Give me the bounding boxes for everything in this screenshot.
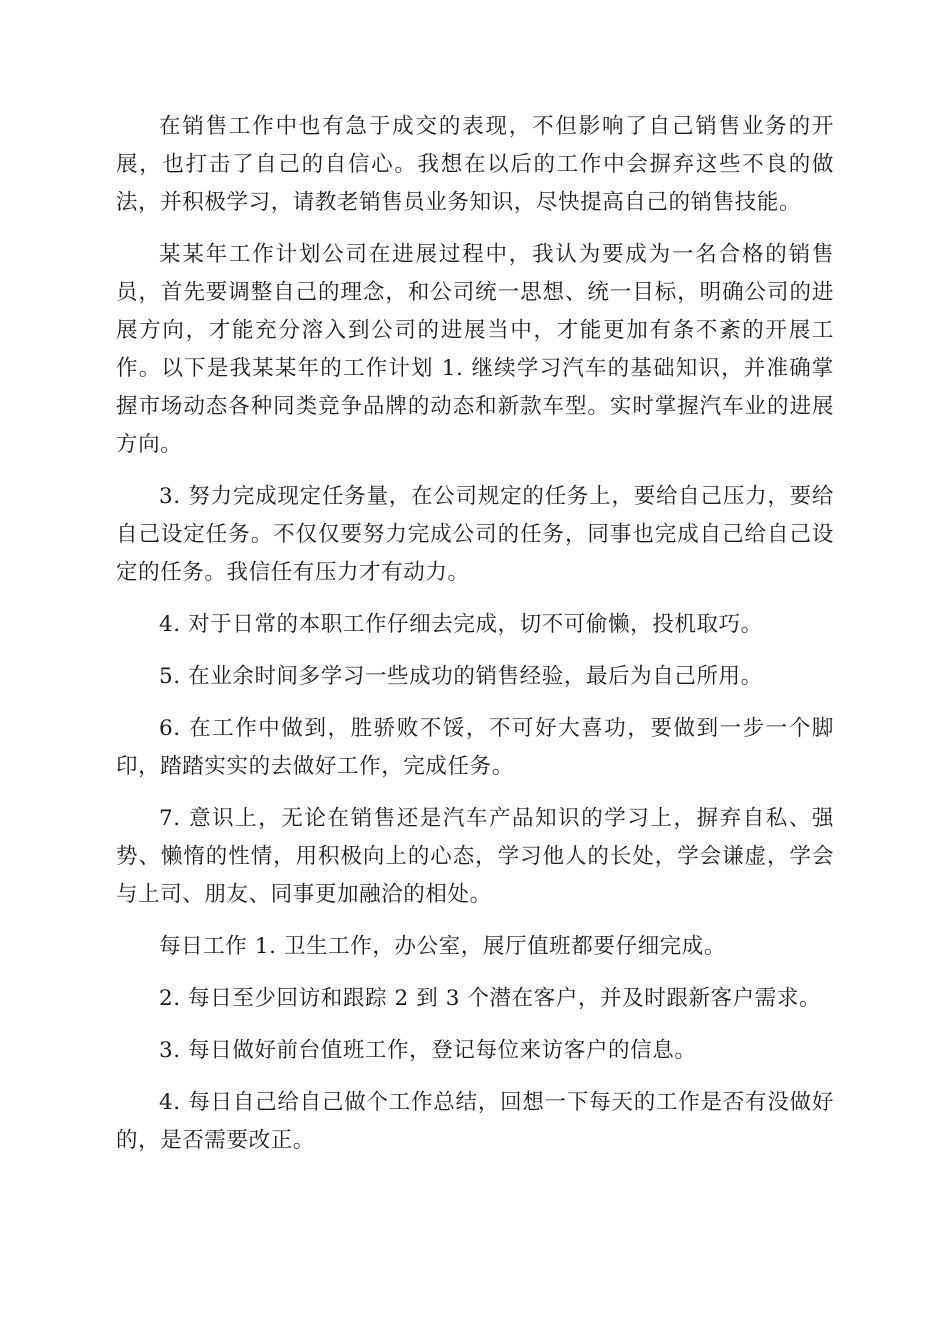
paragraph-plan-item-6: 6. 在工作中做到，胜骄败不馁，不可好大喜功，要做到一步一个脚印，踏踏实实的去做好工作，完成任务。	[116, 716, 834, 779]
paragraph-work-plan-intro: 某某年工作计划公司在进展过程中，我认为要成为一名合格的销售员，首先要调整自己的理念，和公司统一思想、统一目标，明确公司的进展方向，才能充分溶入到公司的进展当中，才能更加有条不紊的开展工作。以下是我某某年的工作计划 1. 继续学习汽车的基础知识，并准确掌握市场动态各种同类竞争品牌的动态和新款车型。实时掌握汽车业的进展方向。	[116, 242, 834, 457]
paragraph-daily-item-4: 4. 每日自己给自己做个工作总结，回想一下每天的工作是否有没做好的，是否需要改正。	[116, 1090, 834, 1153]
paragraph-daily-item-3: 3. 每日做好前台值班工作，登记每位来访客户的信息。	[159, 1038, 697, 1063]
paragraph-plan-item-4: 4. 对于日常的本职工作仔细去完成，切不可偷懒，投机取巧。	[159, 612, 763, 637]
paragraph-plan-item-3: 3. 努力完成现定任务量，在公司规定的任务上，要给自己压力，要给自己设定任务。不仅仅要努力完成公司的任务，同事也完成自己给自己设定的任务。我信任有压力才有动力。	[116, 484, 834, 585]
paragraph-plan-item-5: 5. 在业余时间多学习一些成功的销售经验，最后为自己所用。	[159, 664, 763, 689]
paragraph-daily-item-1: 每日工作 1. 卫生工作，办公室，展厅值班都要仔细完成。	[159, 934, 726, 959]
paragraph-sales-reflection: 在销售工作中也有急于成交的表现，不但影响了自己销售业务的开展，也打击了自己的自信心。我想在以后的工作中会摒弃这些不良的做法，并积极学习，请教老销售员业务知识，尽快提高自己的销售技能。	[116, 114, 834, 215]
paragraph-daily-item-2: 2. 每日至少回访和跟踪 2 到 3 个潜在客户，并及时跟新客户需求。	[159, 986, 822, 1011]
paragraph-plan-item-7: 7. 意识上，无论在销售还是汽车产品知识的学习上，摒弃自私、强势、懒惰的性情，用积极向上的心态，学习他人的长处，学会谦虚，学会与上司、朋友、同事更加融洽的相处。	[116, 806, 834, 907]
